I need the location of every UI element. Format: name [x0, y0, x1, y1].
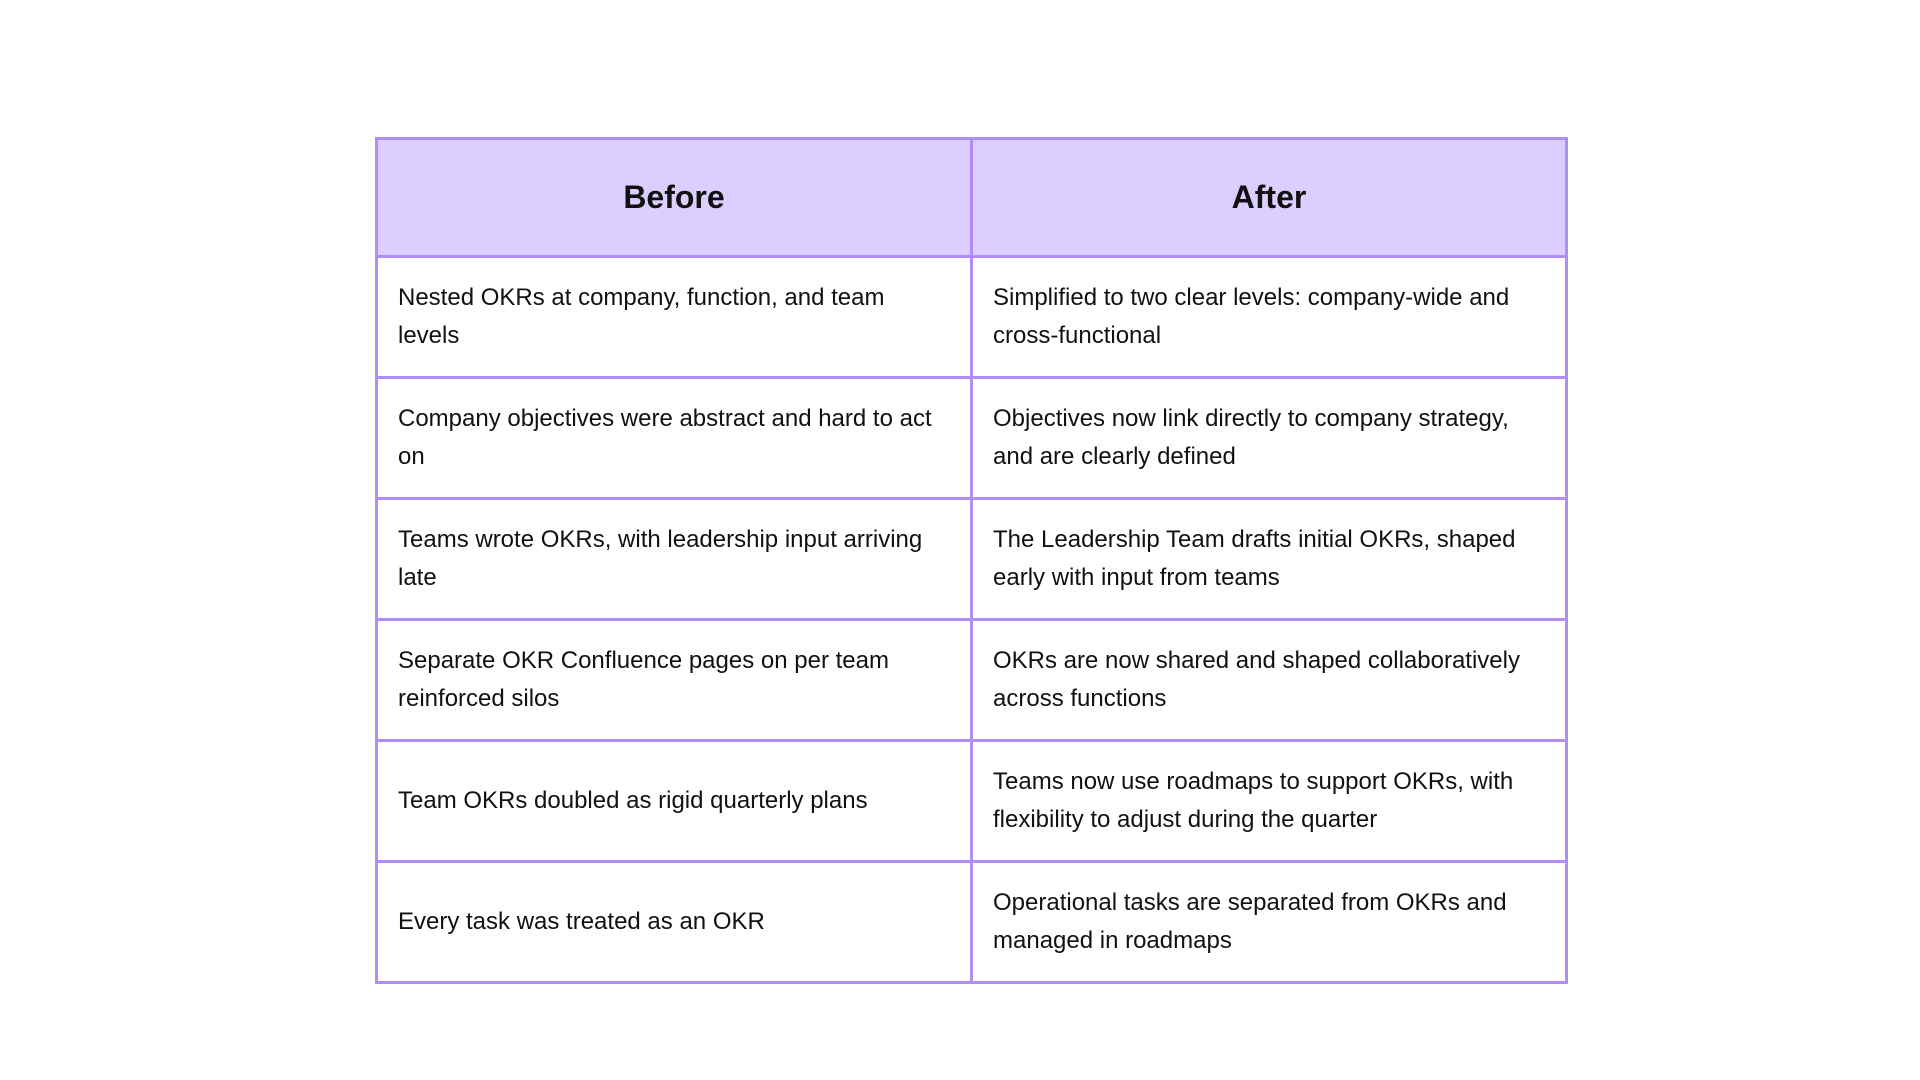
comparison-table-container — [375, 137, 1565, 984]
column-header-before: Before — [377, 139, 972, 257]
before-cell: Separate OKR Confluence pages on per team reinforced silos — [377, 620, 972, 741]
table-row — [377, 620, 1567, 741]
after-cell: Teams now use roadmaps to support OKRs, with flexibility to adjust during the quarter — [972, 741, 1567, 862]
before-cell: Nested OKRs at company, function, and team levels — [377, 257, 972, 378]
table-row — [377, 741, 1567, 862]
table-row — [377, 499, 1567, 620]
column-header-after: After — [972, 139, 1567, 257]
table-row — [377, 378, 1567, 499]
after-cell: OKRs are now shared and shaped collaboratively across functions — [972, 620, 1567, 741]
table-header — [377, 139, 1567, 257]
after-cell: Operational tasks are separated from OKRs and managed in roadmaps — [972, 862, 1567, 983]
table-row — [377, 257, 1567, 378]
header-row — [377, 139, 1567, 257]
before-cell: Every task was treated as an OKR — [377, 862, 972, 983]
table-body — [377, 257, 1567, 983]
before-cell: Teams wrote OKRs, with leadership input arriving late — [377, 499, 972, 620]
before-after-table — [375, 137, 1568, 984]
before-cell: Company objectives were abstract and hard to act on — [377, 378, 972, 499]
after-cell: Objectives now link directly to company strategy, and are clearly defined — [972, 378, 1567, 499]
after-cell: Simplified to two clear levels: company-wide and cross-functional — [972, 257, 1567, 378]
table-row — [377, 862, 1567, 983]
after-cell: The Leadership Team drafts initial OKRs, shaped early with input from teams — [972, 499, 1567, 620]
before-cell: Team OKRs doubled as rigid quarterly plans — [377, 741, 972, 862]
